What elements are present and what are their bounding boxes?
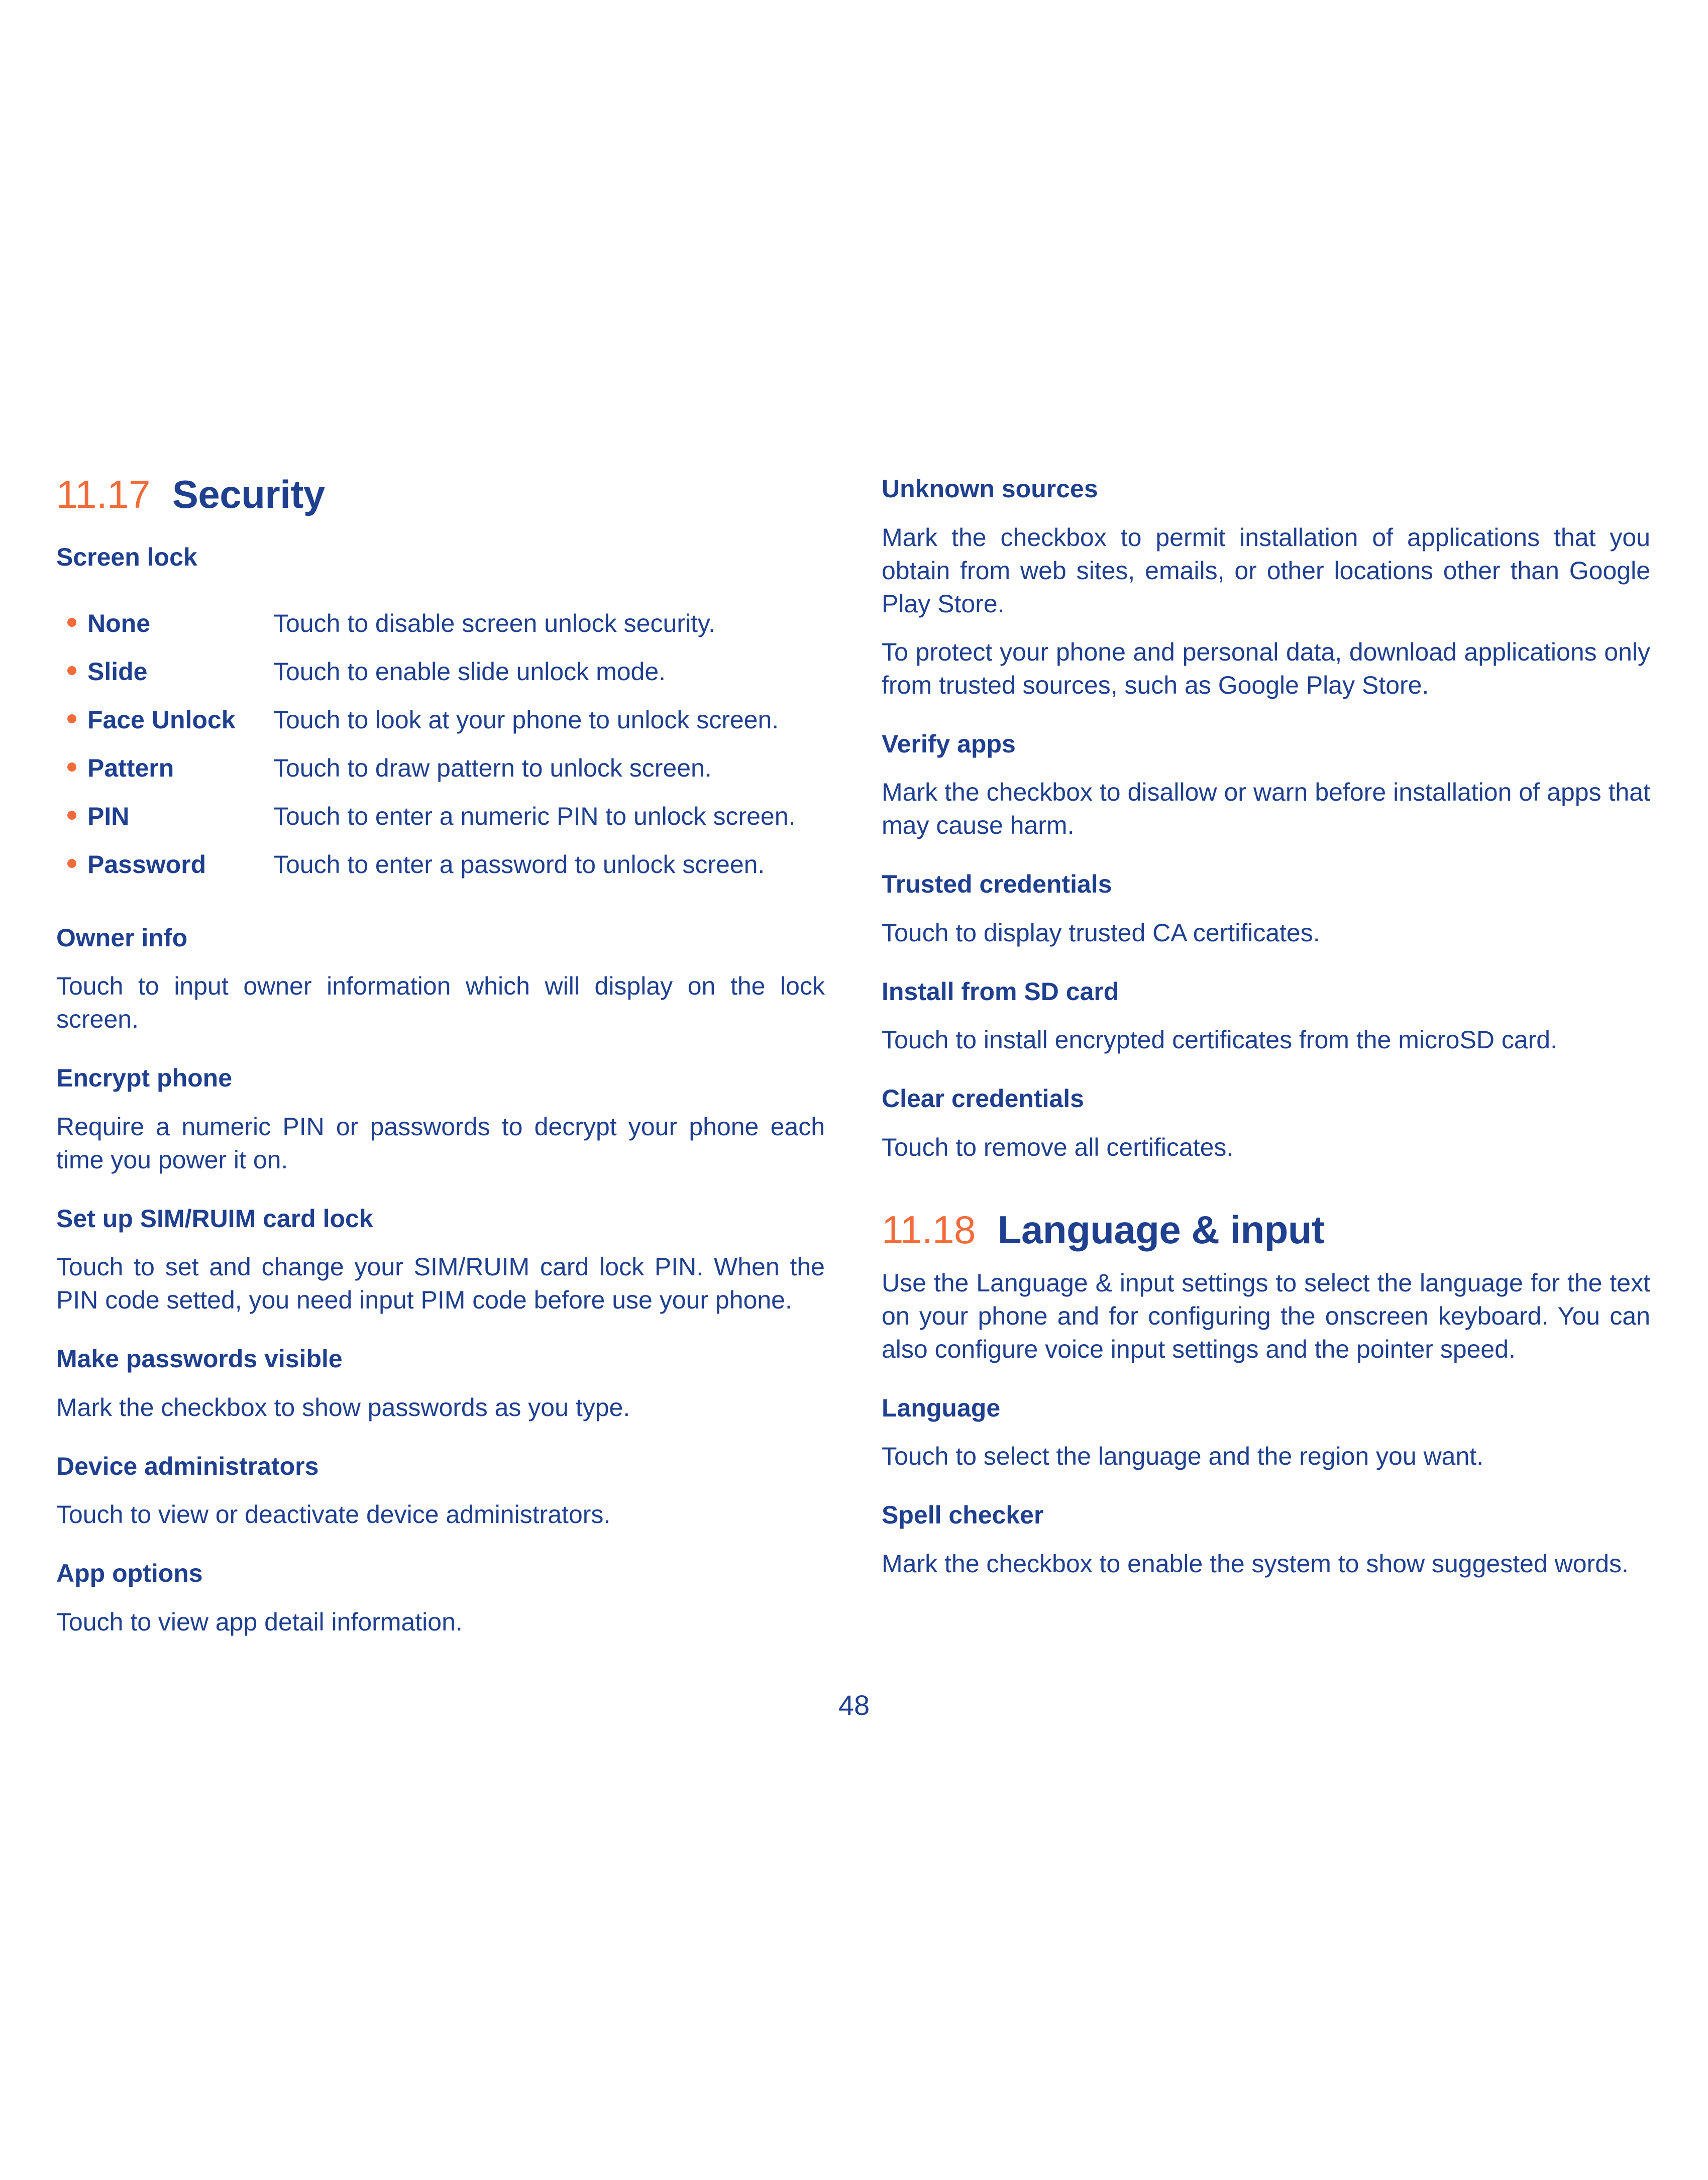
list-item	[56, 599, 825, 647]
unknown-sources-heading: Unknown sources	[882, 475, 1098, 503]
language-intro-text: Use the Language & input settings to select the language for the text on your phone and for configuring the onscreen keyboard. You can also configure voice input settings and the pointer speed.	[882, 1268, 1650, 1363]
list-item-desc: Touch to disable screen unlock security.	[273, 609, 716, 637]
list-item-term: Pattern	[87, 753, 174, 782]
section-name: Language & input	[997, 1207, 1325, 1252]
bullet-icon	[67, 618, 76, 627]
list-item-desc: Touch to look at your phone to unlock screen.	[273, 705, 779, 734]
list-item-desc: Touch to enter a password to unlock screen.	[273, 850, 765, 879]
section-name: Security	[172, 472, 325, 516]
spell-checker-text: Mark the checkbox to enable the system to show suggested words.	[882, 1549, 1629, 1578]
left-column	[56, 472, 825, 1667]
language-text: Touch to select the language and the region you want.	[882, 1442, 1484, 1470]
page-number: 48	[838, 1689, 870, 1721]
section-title-security	[56, 472, 825, 516]
bullet-icon	[67, 859, 76, 868]
section-number: 11.18	[882, 1207, 976, 1252]
unknown-sources-note: To protect your phone and personal data, download applications only from trusted sources, such as Google Play Store.	[882, 637, 1650, 699]
verify-apps-heading: Verify apps	[882, 729, 1016, 758]
language-heading: Language	[882, 1393, 1001, 1422]
unknown-sources-text: Mark the checkbox to permit installation of applications that you obtain from web sites, emails, or other locations other than Google Play Store.	[882, 523, 1650, 618]
install-sd-heading: Install from SD card	[882, 977, 1119, 1006]
device-admins-heading: Device administrators	[56, 1452, 319, 1480]
app-options-heading: App options	[56, 1559, 203, 1587]
owner-info-heading: Owner info	[56, 923, 188, 952]
trusted-credentials-heading: Trusted credentials	[882, 870, 1112, 898]
right-column	[882, 475, 1650, 1608]
section-number: 11.17	[56, 472, 150, 516]
list-item-desc: Touch to draw pattern to unlock screen.	[273, 753, 712, 782]
list-item-term: None	[87, 609, 150, 637]
list-item-term: Slide	[87, 657, 148, 686]
clear-credentials-text: Touch to remove all certificates.	[882, 1133, 1234, 1161]
list-item	[56, 840, 825, 889]
list-item	[56, 647, 825, 696]
app-options-text: Touch to view app detail information.	[56, 1607, 463, 1636]
spell-checker-heading: Spell checker	[882, 1501, 1044, 1529]
clear-credentials-heading: Clear credentials	[882, 1084, 1084, 1113]
list-item-desc: Touch to enable slide unlock mode.	[273, 657, 666, 686]
encrypt-phone-heading: Encrypt phone	[56, 1064, 233, 1092]
bullet-icon	[67, 762, 76, 772]
bullet-icon	[67, 666, 76, 675]
list-item	[56, 696, 825, 744]
screen-lock-list	[56, 599, 825, 889]
screen-lock-heading: Screen lock	[56, 543, 197, 571]
list-item-term: PIN	[87, 802, 130, 830]
list-item	[56, 792, 825, 840]
device-admins-text: Touch to view or deactivate device administrators.	[56, 1500, 611, 1529]
verify-apps-text: Mark the checkbox to disallow or warn before installation of apps that may cause harm.	[882, 778, 1650, 839]
bullet-icon	[67, 811, 76, 820]
list-item-desc: Touch to enter a numeric PIN to unlock screen.	[273, 802, 796, 830]
list-item-term: Face Unlock	[87, 705, 236, 734]
section-title-language	[882, 1207, 1650, 1252]
encrypt-phone-text: Require a numeric PIN or passwords to decrypt your phone each time you power it on.	[56, 1112, 825, 1174]
passwords-visible-heading: Make passwords visible	[56, 1345, 343, 1373]
passwords-visible-text: Mark the checkbox to show passwords as you type.	[56, 1393, 630, 1422]
sim-lock-heading: Set up SIM/RUIM card lock	[56, 1204, 373, 1233]
owner-info-text: Touch to input owner information which will display on the lock screen.	[56, 972, 825, 1033]
sim-lock-text: Touch to set and change your SIM/RUIM card lock PIN. When the PIN code setted, you need input PIM code before use your phone.	[56, 1253, 825, 1314]
list-item-term: Password	[87, 850, 206, 879]
bullet-icon	[67, 714, 76, 723]
list-item	[56, 744, 825, 792]
install-sd-text: Touch to install encrypted certificates from the microSD card.	[882, 1026, 1557, 1054]
trusted-credentials-text: Touch to display trusted CA certificates.	[882, 918, 1320, 947]
